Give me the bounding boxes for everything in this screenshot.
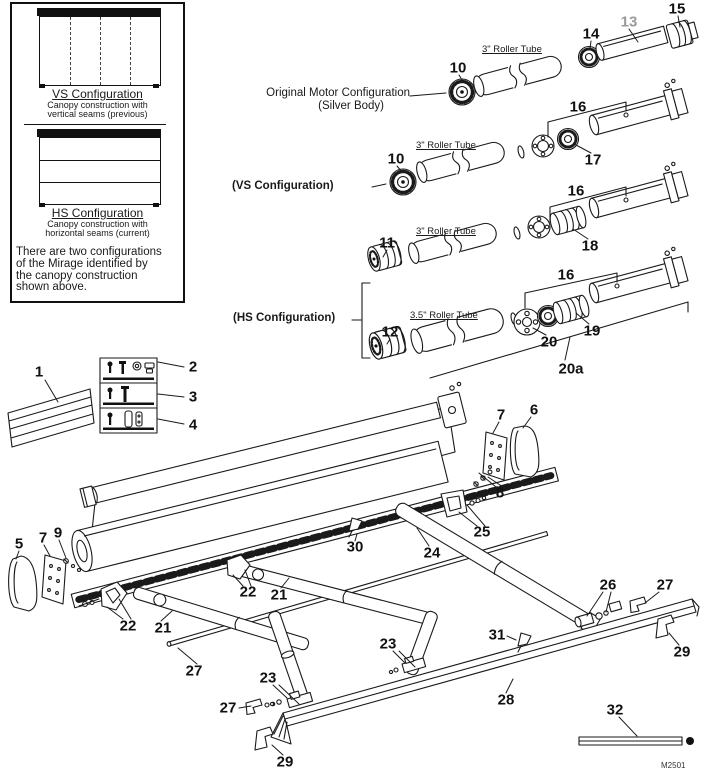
callout-8: 8 (495, 484, 505, 502)
leg-arm-a (267, 610, 309, 701)
awning-rail-part1 (8, 389, 94, 447)
callout-12: 12 (381, 323, 399, 341)
bracket-29-bottom (255, 727, 273, 750)
vs-config-desc1: Canopy construction with (47, 100, 148, 110)
callout-21-b: 21 (270, 586, 288, 604)
end-cover-5 (9, 556, 37, 611)
callout-20: 20 (540, 333, 558, 351)
bracket-27-right (630, 597, 646, 613)
callout-1: 1 (34, 363, 44, 381)
vs-config-title: VS Configuration (52, 87, 143, 101)
callout-15: 15 (668, 0, 686, 18)
callout-32: 32 (606, 701, 624, 719)
callout-27-a: 27 (185, 662, 203, 680)
original-motor-line1: Original Motor Configuration (266, 87, 410, 99)
config-note-line1: There are two configurations (16, 246, 162, 258)
callout-10-a: 10 (449, 59, 467, 77)
hs-canopy-diagram (39, 137, 161, 205)
tube-label-row3: 3" Roller Tube (416, 226, 476, 237)
tube-label-row1: 3" Roller Tube (482, 44, 542, 55)
row1-original-motor-assembly (449, 18, 699, 105)
callout-13: 13 (620, 13, 638, 31)
rafter-arm-21-mid (227, 561, 432, 625)
callout-16-b: 16 (567, 182, 585, 200)
configuration-panel (10, 2, 185, 303)
mount-plate-7-right (483, 432, 507, 480)
callout-9: 9 (53, 524, 63, 542)
hs-canopy-top-bar (37, 129, 161, 137)
original-motor-line2: (Silver Body) (318, 100, 384, 112)
callout-14: 14 (582, 25, 600, 43)
callout-16-a: 16 (569, 98, 587, 116)
callout-3: 3 (188, 388, 198, 406)
row2-vs-assembly (387, 78, 689, 195)
callout-26: 26 (599, 576, 617, 594)
flange-disc-20 (514, 309, 540, 335)
callout-29-a: 29 (276, 753, 294, 771)
mount-plate-7-left (42, 555, 66, 604)
vs-canopy-diagram (39, 16, 161, 86)
config-note-line4: shown above. (16, 281, 87, 294)
callout-19: 19 (583, 322, 601, 340)
hs-config-bracket (352, 283, 370, 358)
callout-18: 18 (581, 237, 599, 255)
vs-config-desc2: vertical seams (previous) (47, 109, 148, 119)
callout-27-b: 27 (219, 699, 237, 717)
hs-config-title: HS Configuration (51, 206, 144, 220)
callout-22-b: 22 (239, 583, 257, 601)
callout-5: 5 (14, 535, 24, 553)
callout-25: 25 (473, 523, 491, 541)
bracket-29-right (656, 615, 674, 638)
callout-21-a: 21 (154, 619, 172, 637)
callout-6: 6 (529, 401, 539, 419)
drawing-number: M2501 (661, 761, 686, 770)
hs-config-desc2: horizontal seams (current) (45, 228, 150, 238)
hs-configuration-label: (HS Configuration) (233, 312, 336, 324)
tube-label-row2: 3" Roller Tube (416, 140, 476, 151)
callout-16-c: 16 (557, 266, 575, 284)
callout-2: 2 (188, 358, 198, 376)
front-rail-28 (271, 599, 699, 744)
callout-7-right: 7 (496, 406, 506, 424)
cover-strip-32 (579, 737, 694, 745)
callout-29-b: 29 (673, 643, 691, 661)
hs-config-desc1: Canopy construction with (47, 219, 148, 229)
callout-27-c: 27 (656, 576, 674, 594)
callout-30: 30 (346, 538, 364, 556)
idler-head-15 (666, 18, 699, 48)
callout-20a: 20a (558, 360, 584, 378)
callout-11: 11 (379, 234, 395, 252)
callout-23-b: 23 (379, 635, 397, 653)
hardware-kits-box (100, 358, 157, 433)
callout-31: 31 (488, 626, 506, 644)
callout-7-left: 7 (38, 529, 48, 547)
original-motor-label (242, 87, 410, 113)
panel-divider (24, 124, 166, 125)
callout-23-a: 23 (259, 669, 277, 687)
callout-28: 28 (497, 691, 515, 709)
vs-configuration-label: (VS Configuration) (232, 180, 334, 192)
vs-canopy-top-bar (37, 8, 161, 16)
callout-17: 17 (584, 151, 602, 169)
callout-22-a: 22 (119, 617, 137, 635)
config-note (16, 247, 162, 294)
config-note-line3: the canopy construction (16, 269, 138, 282)
callout-24: 24 (423, 544, 441, 562)
callout-10-b: 10 (387, 150, 405, 168)
end-cover-6 (510, 426, 539, 477)
callout-4: 4 (188, 416, 198, 434)
config-note-line2: of the Mirage identified by (16, 257, 148, 270)
tube-label-row4: 3.5" Roller Tube (410, 310, 478, 321)
